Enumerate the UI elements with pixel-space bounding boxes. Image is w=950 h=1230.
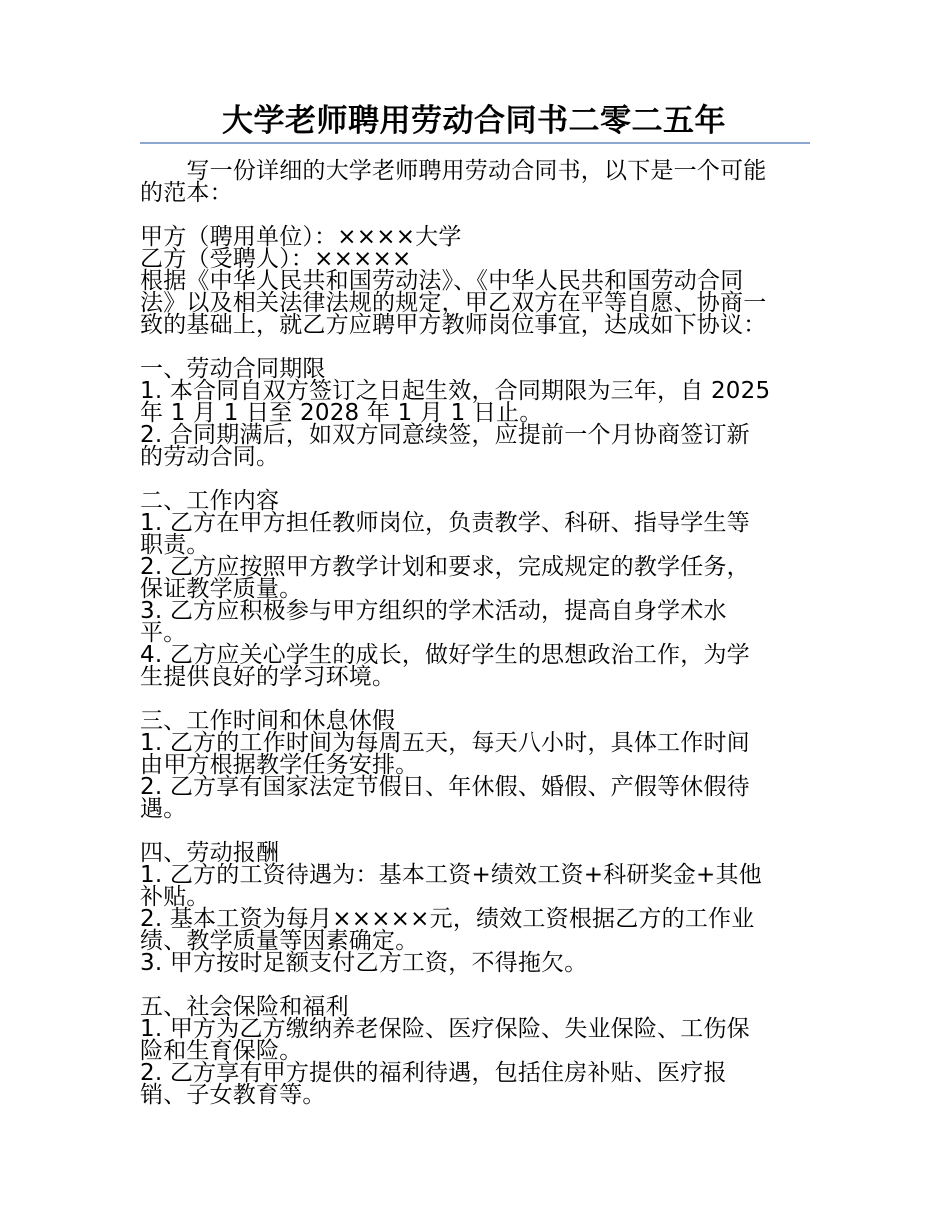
document-title: 大学老师聘用劳动合同书二零二五年 xyxy=(222,103,726,139)
text-line: 根据《中华人民共和国劳动法》、《中华人民共和国劳动合同 xyxy=(140,268,744,294)
text-line: 三、工作时间和休息休假 xyxy=(140,708,396,734)
text-line: 致的基础上，就乙方应聘甲方教师岗位事宜，达成如下协议： xyxy=(140,312,767,338)
text-line: 的劳动合同。 xyxy=(140,444,280,470)
document-body xyxy=(140,160,810,1106)
text-line: 险和生育保险。 xyxy=(140,1038,303,1064)
text-line: 3. 乙方应积极参与甲方组织的学术活动，提高自身学术水 xyxy=(140,598,727,624)
text-line: 1. 乙方在甲方担任教师岗位，负责教学、科研、指导学生等 xyxy=(140,510,750,536)
paragraph-gap xyxy=(140,974,810,996)
text-line: 1. 乙方的工资待遇为：基本工资+绩效工资+科研奖金+其他 xyxy=(140,862,762,888)
text-line: 法》以及相关法律法规的规定，甲乙双方在平等自愿、协商一 xyxy=(140,290,767,316)
text-line: 一、劳动合同期限 xyxy=(140,356,326,382)
text-line: 3. 甲方按时足额支付乙方工资，不得拖欠。 xyxy=(140,950,588,976)
text-line: 二、工作内容 xyxy=(140,488,280,514)
text-line: 乙方（受聘人）：××××× xyxy=(140,246,412,272)
text-line: 遇。 xyxy=(140,796,187,822)
text-line: 1. 乙方的工作时间为每周五天，每天八小时，具体工作时间 xyxy=(140,730,750,756)
text-section xyxy=(140,996,810,1106)
text-line: 年 1 月 1 日至 2028 年 1 月 1 日止。 xyxy=(140,400,543,426)
text-section xyxy=(140,226,810,336)
title-underline xyxy=(140,142,810,144)
text-section xyxy=(140,490,810,688)
text-line: 2. 乙方应按照甲方教学计划和要求，完成规定的教学任务， xyxy=(140,554,750,580)
text-line: 1. 本合同自双方签订之日起生效，合同期限为三年，自 2025 xyxy=(140,378,771,404)
text-section xyxy=(140,842,810,974)
text-line: 写一份详细的大学老师聘用劳动合同书，以下是一个可能 xyxy=(140,158,767,184)
text-line: 2. 基本工资为每月×××××元，绩效工资根据乙方的工作业 xyxy=(140,906,755,932)
text-line: 五、社会保险和福利 xyxy=(140,994,349,1020)
paragraph-gap xyxy=(140,688,810,710)
text-section xyxy=(140,160,810,204)
text-line: 平。 xyxy=(140,620,187,646)
text-line: 由甲方根据教学任务安排。 xyxy=(140,752,419,778)
paragraph-gap xyxy=(140,468,810,490)
paragraph-gap xyxy=(140,204,810,226)
text-line: 职责。 xyxy=(140,532,210,558)
text-line: 的范本： xyxy=(140,180,233,206)
text-line: 2. 合同期满后，如双方同意续签，应提前一个月协商签订新 xyxy=(140,422,750,448)
text-line: 四、劳动报酬 xyxy=(140,840,280,866)
text-line: 1. 甲方为乙方缴纳养老保险、医疗保险、失业保险、工伤保 xyxy=(140,1016,750,1042)
text-section xyxy=(140,710,810,820)
text-line: 保证教学质量。 xyxy=(140,576,303,602)
text-line: 2. 乙方享有甲方提供的福利待遇，包括住房补贴、医疗报 xyxy=(140,1060,727,1086)
text-line: 绩、教学质量等因素确定。 xyxy=(140,928,419,954)
text-line: 4. 乙方应关心学生的成长，做好学生的思想政治工作，为学 xyxy=(140,642,750,668)
paragraph-gap xyxy=(140,820,810,842)
document-page xyxy=(140,100,810,1106)
text-line: 销、子女教育等。 xyxy=(140,1082,326,1108)
text-line: 生提供良好的学习环境。 xyxy=(140,664,396,690)
text-section xyxy=(140,358,810,468)
paragraph-gap xyxy=(140,336,810,358)
text-line: 甲方（聘用单位）：××××大学 xyxy=(140,224,462,250)
text-line: 2. 乙方享有国家法定节假日、年休假、婚假、产假等休假待 xyxy=(140,774,750,800)
text-line: 补贴。 xyxy=(140,884,210,910)
